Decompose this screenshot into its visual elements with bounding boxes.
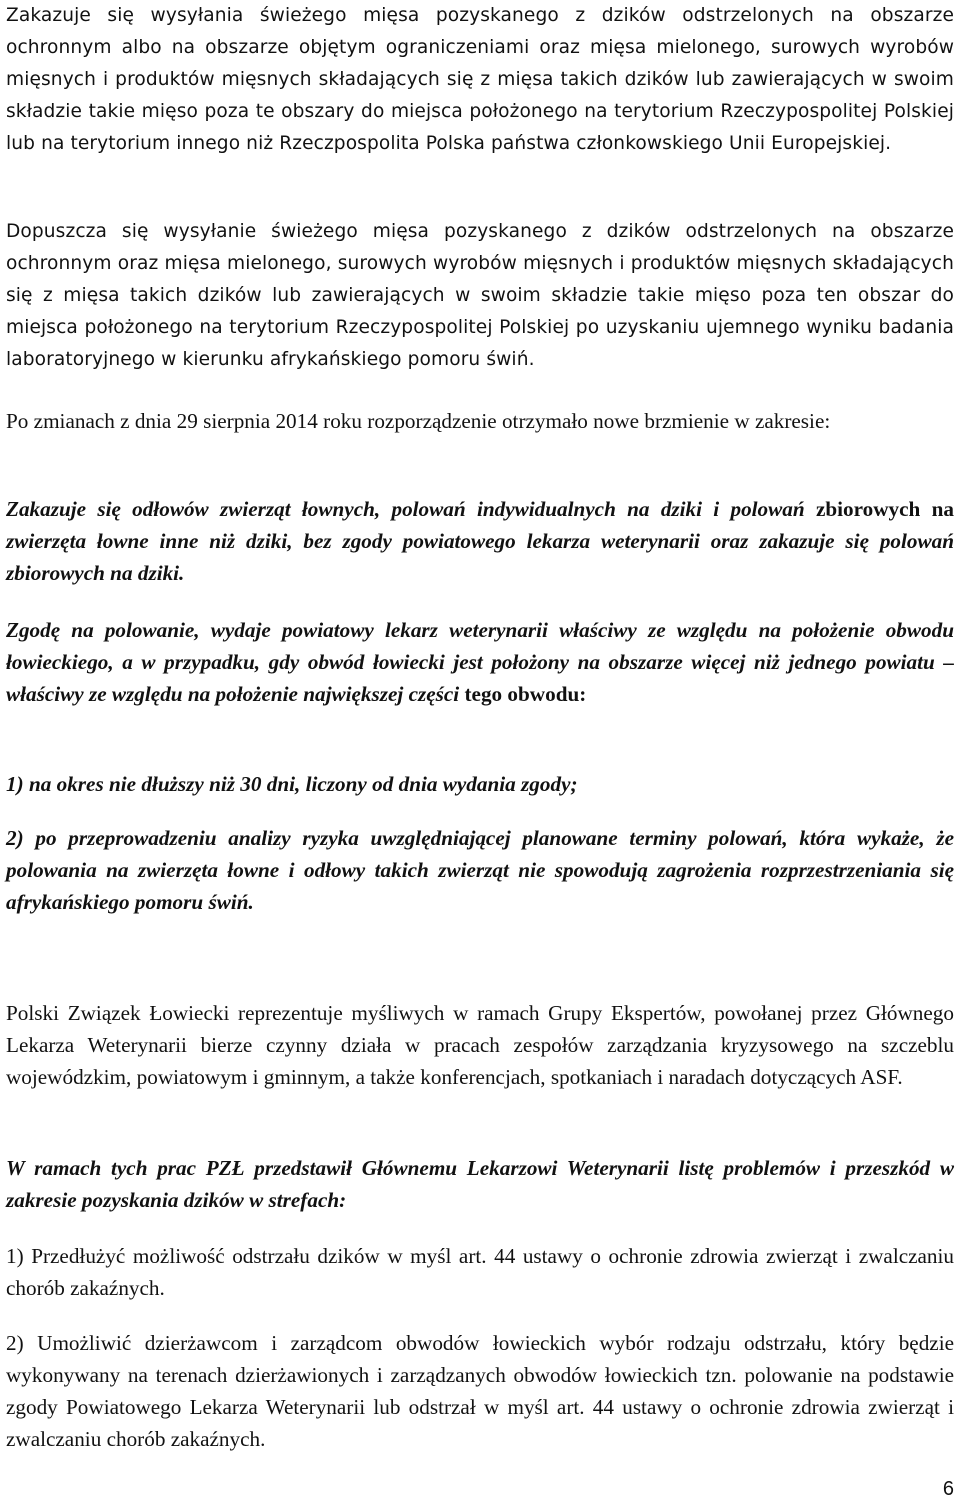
hunting-consent-part-2: tego obwodu:: [464, 682, 587, 706]
list-item-problem-1: 1) Przedłużyć możliwość odstrzału dzików w myśl art. 44 ustawy o ochronie zdrowia zwierząt i zwalczaniu chorób zakaźnych.: [6, 1244, 954, 1300]
hunting-ban-part-3: zwierzęta łowne inne niż dziki, bez zgody powiatowego lekarza weterynarii oraz zakazuje się polowań zbiorowych na dziki.: [6, 529, 954, 585]
list-item-condition-1: 1) na okres nie dłuższy niż 30 dni, liczony od dnia wydania zgody;: [6, 772, 578, 796]
hunting-ban-part-2: zbiorowych na: [815, 497, 954, 521]
paragraph-pzl-experts: Polski Związek Łowiecki reprezentuje myśliwych w ramach Grupy Ekspertów, powołanej przez Głównego Lekarza Weterynarii bierze czynny działa w pracach zespołów zarządzania kryzysowego na szczeblu wojewódzkim, powiatowym i gminnym, a także konferencjach, spotkaniach i naradach dotyczących ASF.: [6, 1001, 954, 1089]
hunting-ban-part-1: Zakazuje się odłowów zwierząt łownych, polowań indywidualnych na dziki i polowań: [6, 497, 805, 521]
list-item-condition-2: 2) po przeprowadzeniu analizy ryzyka uwzględniającej planowane terminy polowań, która wykaże, że polowania na zwierzęta łowne i odłowy takich zwierząt nie spowodują zagrożenia rozprzestrzeniania się afrykańskiego pomoru świń.: [6, 826, 954, 914]
paragraph-export-ban: Zakazuje się wysyłania świeżego mięsa pozyskanego z dzików odstrzelonych na obszarze ochronnym albo na obszarze objętym ograniczeniami oraz mięsa mielonego, surowych wyrobów mięsnych i produktów mięsnych składających się z mięsa takich dzików lub zawierających w swoim składzie takie mięso poza te obszary do miejsca położonego na terytorium Rzeczypospolitej Polskiej lub na terytorium innego niż Rzeczpospolita Polska państwa członkowskiego Unii Europejskiej.: [6, 5, 954, 154]
paragraph-hunting-consent: [6, 614, 954, 710]
paragraph-hunting-ban: [6, 493, 954, 589]
list-item-problem-2: 2) Umożliwić dzierżawcom i zarządcom obwodów łowieckich wybór rodzaju odstrzału, który będzie wykonywany na terenach dzierżawionych i zarządzanych obwodów łowieckich tzn. polowanie na podstawie zgody Powiatowego Lekarza Weterynarii lub odstrzał w myśl art. 44 ustawy o ochronie zdrowia zwierząt i zwalczaniu chorób zakaźnych.: [6, 1331, 954, 1451]
paragraph-pzl-problems: W ramach tych prac PZŁ przedstawił Głównemu Lekarzowi Weterynarii listę problemów i przeszkód w zakresie pozyskania dzików w strefach:: [6, 1156, 954, 1212]
paragraph-regulation-change: Po zmianach z dnia 29 sierpnia 2014 roku rozporządzenie otrzymało nowe brzmienie w zakresie:: [6, 409, 831, 433]
paragraph-export-allowance: Dopuszcza się wysyłanie świeżego mięsa pozyskanego z dzików odstrzelonych na obszarze ochronnym oraz mięsa mielonego, surowych wyrobów mięsnych i produktów mięsnych składających się z mięsa takich dzików lub zawierających w swoim składzie takie mięso poza ten obszar do miejsca położonego na terytorium Rzeczypospolitej Polskiej po uzyskaniu ujemnego wyniku badania laboratoryjnego w kierunku afrykańskiego pomoru świń.: [6, 221, 954, 370]
page-number: 6: [942, 1478, 954, 1500]
hunting-consent-part-1: Zgodę na polowanie, wydaje powiatowy lekarz weterynarii właściwy ze względu na położenie obwodu łowieckiego, a w przypadku, gdy obwód łowiecki jest położony na obszarze więcej niż jednego powiatu – właściwy ze względu na położenie największej części: [6, 618, 954, 706]
